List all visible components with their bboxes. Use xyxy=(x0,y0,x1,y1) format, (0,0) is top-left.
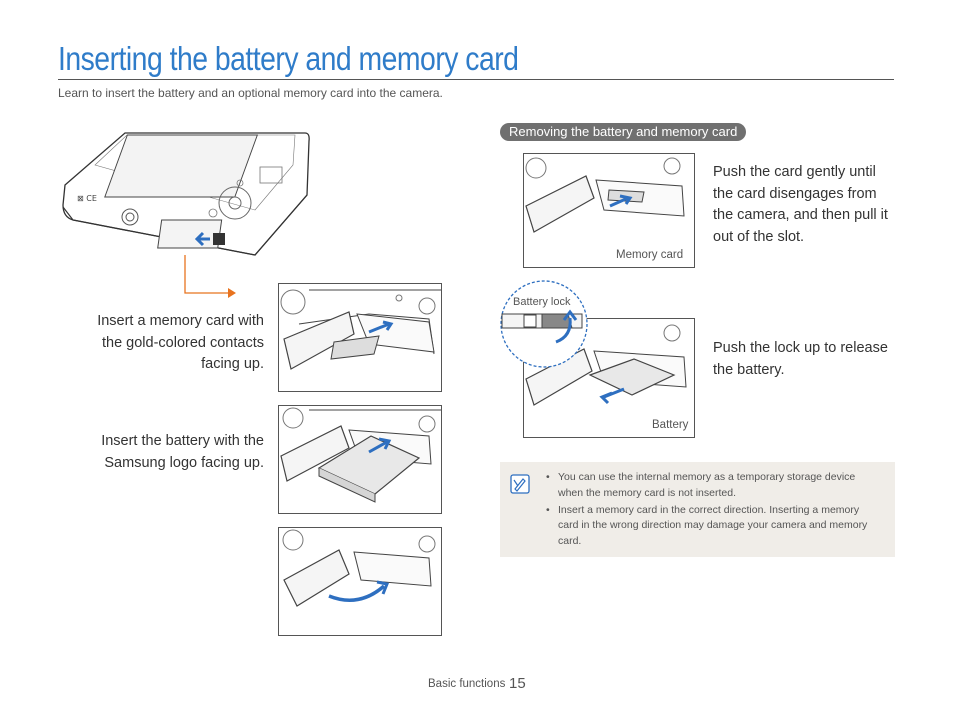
footer-section-name: Basic functions xyxy=(428,678,506,690)
battery-lock-callout xyxy=(498,278,590,370)
title-divider xyxy=(58,79,894,80)
insert-memory-card-image xyxy=(278,283,442,392)
battery-label: Battery xyxy=(652,419,689,431)
memory-card-label: Memory card xyxy=(616,249,684,261)
page-title: Inserting the battery and memory card xyxy=(58,40,519,77)
insert-battery-caption: Insert the battery with the Samsung logo facing up. xyxy=(101,433,264,471)
note-box xyxy=(500,462,895,557)
svg-text:⊠ CE: ⊠ CE xyxy=(77,194,97,203)
remove-battery-caption: Push the lock up to release the battery. xyxy=(713,340,888,378)
note-list xyxy=(546,470,878,551)
note-pencil-icon xyxy=(510,474,530,494)
insert-battery-image xyxy=(278,405,442,514)
bullet: • xyxy=(546,471,550,483)
note-item: • Insert a memory card in the correct direction. Inserting a memory card in the wrong direction may damage your camera and memory card. xyxy=(546,503,868,547)
bullet: • xyxy=(546,503,550,516)
page-number: 15 xyxy=(509,675,526,692)
insert-memory-card-caption: Insert a memory card with the gold-colored contacts facing up. xyxy=(97,313,264,372)
battery-lock-label: Battery lock xyxy=(513,296,571,308)
section-title-pill: Removing the battery and memory card xyxy=(500,123,746,141)
close-battery-cover-image xyxy=(278,527,442,636)
note-item: • You can use the internal memory as a temporary storage device when the memory card is not inserted. xyxy=(546,471,856,499)
orange-pointer-arrow xyxy=(180,253,240,298)
remove-memory-card-caption: Push the card gently until the card disengages from the camera, and then pull it out of the slot. xyxy=(713,164,888,245)
page-subtitle: Learn to insert the battery and an optional memory card into the camera. xyxy=(58,86,443,100)
